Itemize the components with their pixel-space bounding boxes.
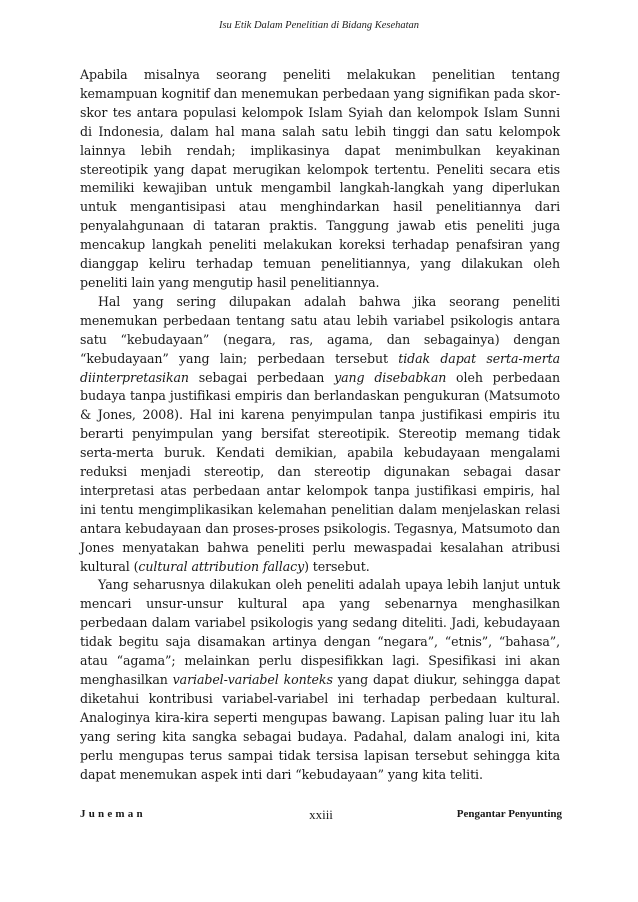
paragraph-3 — [80, 576, 560, 784]
page-number: xxiii — [309, 807, 333, 822]
page-footer — [80, 808, 562, 824]
footer-section-title: Pengantar Penyunting — [456, 808, 562, 820]
italic-phrase: tidak dapat serta-merta diinterpretasikan — [80, 350, 560, 385]
text-run: ) tersebut. — [304, 558, 370, 574]
footer-author: Juneman — [80, 808, 146, 820]
text-run: Apabila misalnya seorang peneliti melakukan penelitian tentang kemampuan kognitif dan menemukan perbedaan yang signifikan pada skor-skor tes antara populasi kelompok Islam Syiah dan kelompok Islam Sunni di Indonesia, dalam hal mana salah satu lebih tinggi dan satu kelompok lainnya lebih rendah; implikasinya dapat menimbulkan keyakinan stereotipik yang dapat merugikan kelompok tertentu. Peneliti secara etis memiliki kewajiban untuk mengambil langkah-langkah yang diperlukan untuk mengantisipasi atau menghindarkan hasil penelitiannya dari penyalahgunaan di tataran praktis. Tanggung jawab etis peneliti juga mencakup langkah peneliti melakukan koreksi terhadap penafsiran yang dianggap keliru terhadap temuan penelitiannya, yang dilakukan oleh peneliti lain yang mengutip hasil penelitiannya. — [80, 67, 560, 290]
text-run: oleh perbedaan budaya tanpa justifikasi empiris dan berlandaskan pengukuran (Matsumoto & Jones, 2008). Hal ini karena penyimpulan tanpa justifikasi empiris itu berarti penyimpulan yang bersifat stereotipik. Stereotip memang tidak serta-merta buruk. Kendati demikian, apabila kebudayaan mengalami reduksi menjadi stereotip, dan stereotip digunakan sebagai dasar interpretasi atas perbedaan antar kelompok tanpa justifikasi empiris, hal ini tentu mengimplikasikan kelemahan penelitian dalam menjelaskan relasi antara kebudayaan dan proses-proses psikologis. Tegasnya, Matsumoto dan Jones menyatakan bahwa peneliti perlu mewaspadai kesalahan atribusi kultural ( — [80, 369, 560, 574]
running-header: Isu Etik Dalam Penelitian di Bidang Kesehatan — [218, 20, 420, 31]
italic-phrase: cultural attribution fallacy — [138, 558, 305, 574]
body-text — [80, 66, 560, 784]
italic-phrase: variabel-variabel konteks — [172, 672, 333, 687]
text-run: Yang seharusnya dilakukan oleh peneliti adalah upaya lebih lanjut untuk mencari unsur-unsur kultural apa yang sebenarnya menghasilkan perbedaan dalam variabel psikologis yang sedang diteliti. Jadi, kebudayaan tidak begitu saja disamakan artinya dengan “negara”, “etnis”, “bahasa”, atau “agama”; melainkan perlu dispesifikkan lagi. Spesifikasi ini akan menghasilkan — [80, 577, 560, 687]
text-run: Hal yang sering dilupakan adalah bahwa jika seorang peneliti menemukan perbedaan tentang satu atau lebih variabel psikologis antara satu “kebudayaan” (negara, ras, agama, dan sebagainya) dengan “kebudayaan” yang lain; perbedaan tersebut — [80, 293, 560, 366]
italic-phrase: yang disebabkan — [334, 369, 447, 385]
text-run: sebagai perbedaan — [188, 369, 335, 385]
text-run: yang dapat diukur, sehingga dapat diketahui kontribusi variabel-variabel ini terhadap perbedaan kultural. Analoginya kira-kira seperti mengupas bawang. Lapisan paling luar itu lah yang sering kita sangka sebagai budaya. Padahal, dalam analogi ini, kita perlu mengupas terus sampai tidak tersisa lapisan tersebut sehingga kita dapat menemukan aspek inti dari “kebudayaan” yang kita teliti. — [80, 672, 560, 782]
paragraph-1 — [80, 66, 560, 293]
paragraph-2 — [80, 293, 560, 577]
